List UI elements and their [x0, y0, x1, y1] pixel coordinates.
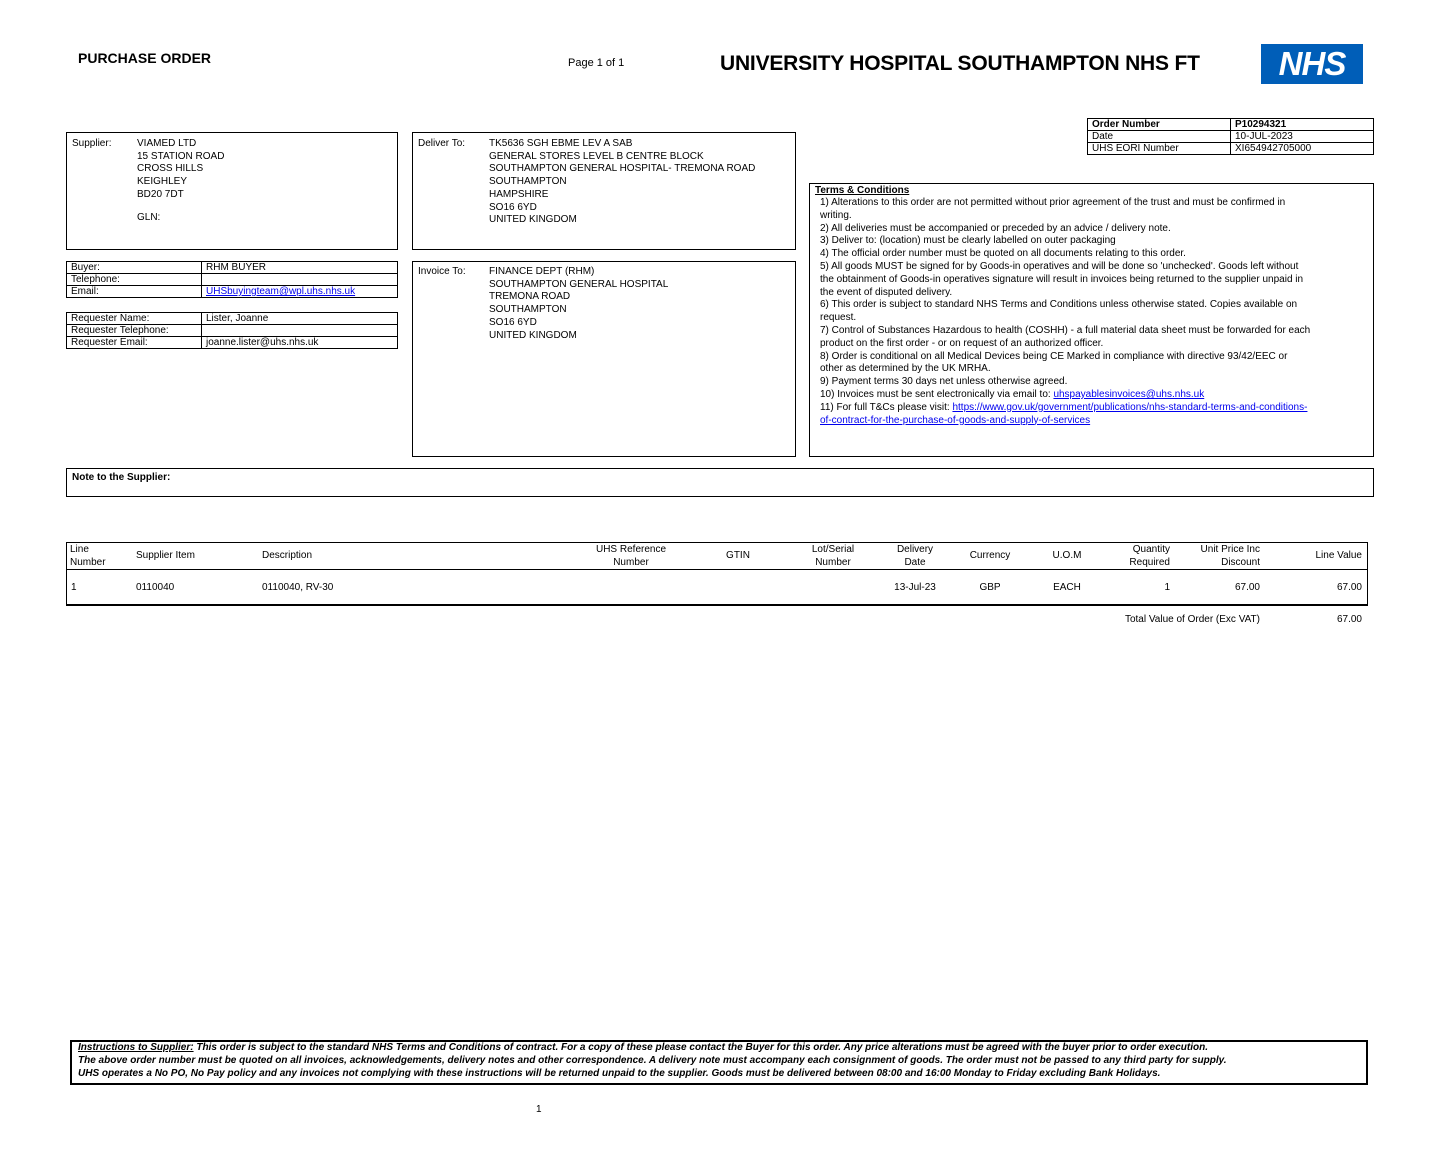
term-7b: product on the first order - or on request of an authorized officer. [820, 337, 1104, 349]
term-11 [820, 402, 1365, 415]
term-1a: 1) Alterations to this order are not permitted without prior agreement of the trust and must be confirmed in [820, 197, 1286, 208]
col-header-delivery-b: Date [904, 556, 926, 568]
term-6b: request. [820, 312, 857, 324]
tcs-url-link-part-2[interactable]: of-contract-for-the-purchase-of-goods-and-supply-of-services [820, 414, 1091, 426]
requester-table [66, 312, 398, 349]
col-header-quantity [1100, 544, 1170, 569]
buyer-email-link[interactable]: UHSbuyingteam@wpl.uhs.nhs.uk [206, 286, 356, 297]
page-number: 1 [536, 1104, 542, 1115]
term-4: 4) The official order number must be quoted on all documents relating to this order. [820, 248, 1186, 260]
deliver-to-line-5: HAMPSHIRE [489, 188, 549, 200]
requester-email-label: Requester Email: [67, 337, 202, 349]
col-header-uhs-reference [575, 544, 687, 569]
term-7a: 7) Control of Substances Hazardous to health (COSHH) - a full material data sheet must be forwarded for each [820, 325, 1311, 336]
cell-line-number: 1 [71, 582, 77, 593]
buyer-row [67, 262, 398, 274]
term-2: 2) All deliveries must be accompanied or preceded by an advice / delivery note. [820, 222, 1171, 234]
instructions-line-1-text: This order is subject to the standard NHS Terms and Conditions of contract. For a copy of these please contact the Buyer for this order. Any price alterations must be agreed with the buyer prior to order execution. [193, 1042, 1209, 1053]
term-1b: writing. [820, 209, 852, 221]
cell-supplier-item: 0110040 [136, 582, 175, 593]
buyer-label: Buyer: [67, 262, 202, 274]
instructions-label: Instructions to Supplier: [78, 1042, 194, 1053]
col-header-delivery-date [880, 544, 950, 569]
term-5c: the event of disputed delivery. [820, 286, 953, 298]
supplier-line-4: KEIGHLEY [137, 176, 188, 188]
supplier-label: Supplier: [72, 138, 112, 149]
requester-name-value: Lister, Joanne [202, 313, 398, 325]
invoice-to-line-2: SOUTHAMPTON GENERAL HOSPITAL [489, 278, 669, 290]
deliver-to-label: Deliver To: [418, 138, 466, 149]
requester-email-row [67, 337, 398, 349]
col-header-lot-a: Lot/Serial [811, 544, 855, 555]
invoice-to-line-4: SOUTHAMPTON [489, 304, 567, 316]
term-6a: 6) This order is subject to standard NHS Terms and Conditions unless otherwise stated. Copies available on [820, 299, 1298, 311]
deliver-to-line-3: SOUTHAMPTON GENERAL HOSPITAL- TREMONA ROAD [489, 163, 756, 175]
term-5a: 5) All goods MUST be signed for by Goods-in operatives and will be done so 'unchecked'. Goods left without [820, 261, 1299, 272]
requester-name-row [67, 313, 398, 325]
note-to-supplier-label: Note to the Supplier: [72, 472, 171, 483]
nhs-logo-text: NHS [1278, 45, 1346, 82]
col-header-qty-b: Required [1129, 556, 1170, 568]
order-number-row [1088, 119, 1374, 131]
cell-quantity: 1 [1164, 582, 1170, 593]
page-indicator: Page 1 of 1 [568, 57, 625, 69]
col-header-uhs-ref-b: Number [613, 556, 649, 568]
deliver-to-line-7: UNITED KINGDOM [489, 214, 577, 226]
term-11-text: 11) For full T&Cs please visit: [820, 401, 953, 413]
cell-description: 0110040, RV-30 [262, 582, 334, 593]
deliver-to-line-4: SOUTHAMPTON [489, 176, 567, 188]
col-header-lot-serial [795, 544, 871, 569]
buyer-email-label: Email: [67, 286, 202, 298]
total-label: Total Value of Order (Exc VAT) [1124, 614, 1260, 625]
cell-currency: GBP [979, 582, 1001, 593]
col-header-description: Description [262, 550, 313, 561]
buyer-value: RHM BUYER [202, 262, 398, 274]
buyer-telephone-label: Telephone: [67, 274, 202, 286]
term-9: 9) Payment terms 30 days net unless otherwise agreed. [820, 376, 1068, 388]
col-header-delivery-a: Delivery [896, 544, 934, 555]
term-11-cont [820, 415, 1365, 428]
col-header-unit-price [1170, 544, 1260, 569]
supplier-line-2: 15 STATION ROAD [137, 150, 225, 162]
term-10-text: 10) Invoices must be sent electronically via email to: [820, 389, 1054, 400]
col-header-uom: U.O.M [1052, 550, 1082, 561]
eori-label: UHS EORI Number [1088, 143, 1231, 155]
supplier-line-3: CROSS HILLS [137, 163, 204, 175]
buyer-table [66, 261, 398, 298]
term-5b: the obtainment of Goods-in operatives signature will result in invoices being returned to the supplier unpaid in [820, 273, 1304, 285]
note-to-supplier-box [66, 468, 1374, 497]
supplier-gln-label: GLN: [137, 212, 161, 223]
order-number-label: Order Number [1088, 119, 1231, 131]
terms-heading: Terms & Conditions [815, 185, 910, 196]
term-8b: other as determined by the UK MRHA. [820, 363, 991, 375]
organization-name: UNIVERSITY HOSPITAL SOUTHAMPTON NHS FT [720, 52, 1200, 75]
requester-name-label: Requester Name: [67, 313, 202, 325]
buyer-telephone-value [202, 274, 398, 286]
cell-uom: EACH [1053, 582, 1081, 593]
deliver-to-line-2: GENERAL STORES LEVEL B CENTRE BLOCK [489, 150, 704, 162]
invoice-to-line-3: TREMONA ROAD [489, 291, 571, 303]
order-lines-header-divider [66, 569, 1368, 570]
cell-delivery-date: 13-Jul-23 [894, 582, 936, 593]
eori-row [1088, 143, 1374, 155]
supplier-line-5: BD20 7DT [137, 188, 184, 200]
term-8a: 8) Order is conditional on all Medical Devices being CE Marked in compliance with directive 93/42/EEC or [820, 350, 1288, 362]
total-value: 67.00 [1336, 614, 1362, 625]
col-header-unit-price-a: Unit Price Inc [1200, 544, 1260, 555]
col-header-qty-a: Quantity [1132, 544, 1170, 555]
requester-telephone-label: Requester Telephone: [67, 325, 202, 337]
instructions-line-3: UHS operates a No PO, No Pay policy and any invoices not complying with these instructions will be returned unpaid to the supplier. Goods must be delivered between 08:00 and 16:00 Monday to Friday excluding Bank Holidays. [78, 1068, 1161, 1079]
requester-email-value: joanne.lister@uhs.nhs.uk [202, 337, 398, 349]
col-header-supplier-item: Supplier Item [136, 550, 195, 561]
order-info-table [1087, 118, 1374, 155]
buyer-telephone-row [67, 274, 398, 286]
order-date-label: Date [1088, 131, 1231, 143]
instructions-line-2: The above order number must be quoted on all invoices, acknowledgements, delivery notes and other correspondence. A delivery note must accompany each consignment of goods. The order must not be passed to any third party for supply. [78, 1055, 1227, 1066]
term-3: 3) Deliver to: (location) must be clearly labelled on outer packaging [820, 235, 1116, 247]
col-header-currency: Currency [969, 550, 1011, 561]
col-header-line-number [70, 544, 106, 569]
payables-email-link[interactable]: uhspayablesinvoices@uhs.nhs.uk [1053, 389, 1205, 400]
col-header-uhs-ref-a: UHS Reference [595, 544, 667, 555]
buyer-email-row [67, 286, 398, 298]
col-header-line-a: Line [70, 544, 89, 555]
nhs-logo [1261, 44, 1363, 84]
col-header-line-b: Number [70, 556, 106, 568]
col-header-line-value: Line Value [1315, 550, 1362, 561]
term-10 [820, 389, 1365, 402]
eori-value: XI654942705000 [1231, 143, 1374, 155]
order-date-value: 10-JUL-2023 [1231, 131, 1374, 143]
invoice-to-line-6: UNITED KINGDOM [489, 329, 577, 341]
invoice-to-label: Invoice To: [418, 266, 466, 277]
supplier-line-1: VIAMED LTD [137, 138, 197, 149]
document-title: PURCHASE ORDER [78, 50, 212, 66]
order-number-value: P10294321 [1231, 119, 1374, 131]
tcs-url-link-part-1[interactable]: https://www.gov.uk/government/publications/nhs-standard-terms-and-conditions- [952, 401, 1308, 413]
cell-line-value: 67.00 [1336, 582, 1362, 593]
cell-unit-price: 67.00 [1234, 582, 1260, 593]
col-header-unit-price-b: Discount [1221, 556, 1260, 568]
invoice-to-line-5: SO16 6YD [489, 316, 537, 328]
deliver-to-line-1: TK5636 SGH EBME LEV A SAB [489, 138, 633, 149]
order-date-row [1088, 131, 1374, 143]
requester-telephone-value [202, 325, 398, 337]
deliver-to-line-6: SO16 6YD [489, 201, 537, 213]
col-header-gtin: GTIN [726, 550, 750, 561]
requester-telephone-row [67, 325, 398, 337]
col-header-lot-b: Number [815, 556, 851, 568]
instructions-line-1 [78, 1042, 1208, 1053]
supplier-box [66, 132, 398, 250]
invoice-to-line-1: FINANCE DEPT (RHM) [489, 266, 595, 277]
